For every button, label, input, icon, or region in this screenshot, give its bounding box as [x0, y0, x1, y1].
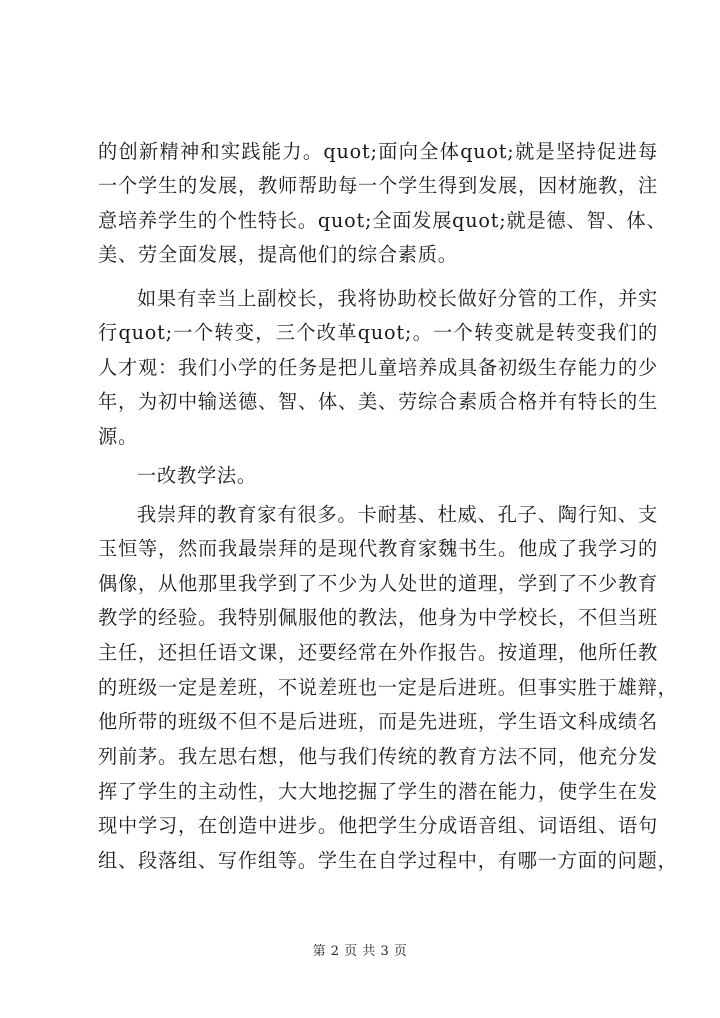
text-line: 意培养学生的个性特长。quot;全面发展quot;就是德、智、体、: [98, 209, 667, 232]
text-line: 偶像，从他那里我学到了不少为人处世的道理，学到了不少教育: [98, 572, 658, 595]
text-line: 行quot;一个转变，三个改革quot;。一个转变就是转变我们的: [98, 321, 658, 344]
text-line: 主任，还担任语文课，还要经常在外作报告。按道理，他所任教: [98, 641, 658, 664]
text-line: 的班级一定是差班，不说差班也一定是后进班。但事实胜于雄辩，: [98, 676, 678, 699]
text-line: 他所带的班级不但不是后进班，而是先进班，学生语文科成绩名: [98, 710, 658, 733]
page-number-footer: 第 2 页 共 3 页: [312, 944, 408, 959]
text-line: 美、劳全面发展，提高他们的综合素质。: [98, 243, 458, 266]
text-line: 的创新精神和实践能力。quot;面向全体quot;就是坚持促进每: [98, 140, 658, 163]
text-line: 列前茅。我左思右想，他与我们传统的教育方法不同，他充分发: [98, 745, 658, 768]
text-line: 人才观：我们小学的任务是把儿童培养成具备初级生存能力的少: [98, 356, 658, 379]
text-line: 一个学生的发展，教师帮助每一个学生得到发展，因材施教，注: [98, 174, 658, 197]
text-line: 教学的经验。我特别佩服他的教法，他身为中学校长，不但当班: [98, 606, 658, 629]
text-line: 源。: [98, 425, 138, 448]
text-line: 组、段落组、写作组等。学生在自学过程中，有哪一方面的问题，: [98, 849, 678, 872]
text-line: 现中学习，在创造中进步。他把学生分成语音组、词语组、语句: [98, 814, 658, 837]
paragraph-first-line: 如果有幸当上副校长，我将协助校长做好分管的工作，并实: [137, 287, 658, 310]
text-line: 玉恒等，然而我最崇拜的是现代教育家魏书生。他成了我学习的: [98, 537, 658, 560]
paragraph-first-line: 我崇拜的教育家有很多。卡耐基、杜威、孔子、陶行知、支: [137, 503, 658, 526]
text-line: 年，为初中输送德、智、体、美、劳综合素质合格并有特长的生: [98, 390, 658, 413]
text-line: 挥了学生的主动性，大大地挖掘了学生的潜在能力，使学生在发: [98, 780, 658, 803]
section-heading: 一改教学法。: [137, 464, 257, 487]
